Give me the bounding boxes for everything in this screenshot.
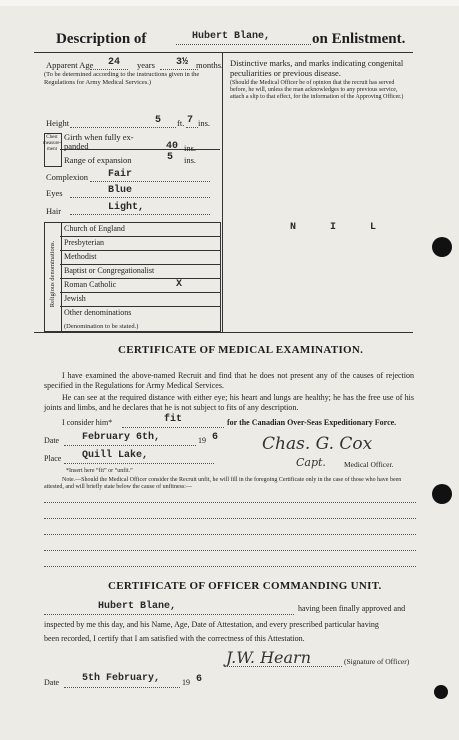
distinctive-marks-value: N I L (290, 222, 391, 233)
medical-para-2: He can see at the required distance with either eye; his heart and lungs are healthy; he has the free use of his joints and limbs, and he declares that he is not subject to fits of any description. (44, 393, 414, 412)
hair-value: Light, (108, 202, 145, 213)
heading-on-enlistment: on Enlistment. (312, 31, 406, 47)
officer-line2: inspected by me this day, and his Name, Age, Date of Attestation, and every prescribed particular having (44, 620, 379, 629)
officer-date-value: 5th February, (82, 673, 161, 684)
commanding-officer-signature: J.W. Hearn (226, 648, 311, 667)
months-label: months. (196, 60, 224, 70)
religion-row-divider (60, 250, 220, 251)
page-top-edge (0, 0, 459, 6)
hair-line (70, 214, 210, 215)
unfit-line (44, 550, 416, 551)
medical-year-suffix: 6 (212, 432, 219, 443)
officer-date-line (64, 687, 180, 688)
girth-value: 40 (166, 141, 179, 152)
religion-row-divider (60, 292, 220, 293)
height-ft-line (70, 127, 176, 128)
medical-place-line (64, 463, 214, 464)
punch-hole (434, 685, 448, 699)
medical-certificate-title: CERTIFICATE OF MEDICAL EXAMINATION. (118, 344, 364, 356)
complexion-line (90, 181, 210, 182)
religion-mark: X (176, 279, 183, 290)
hair-label: Hair (46, 206, 62, 216)
punch-hole (432, 484, 452, 504)
medical-officer-signature: Chas. G. Cox (262, 434, 373, 454)
consider-label: I consider him* (62, 418, 113, 427)
apparent-age-label: Apparent Age (46, 60, 94, 70)
unfit-line (44, 518, 416, 519)
medical-year-prefix: 19 (198, 436, 206, 445)
girth-unit: ins. (184, 143, 197, 153)
distinctive-marks-note: (Should the Medical Officer be of opinion that the recruit has served before, he will, unless the man acknowledges to any previous service, attach a slip to that effect, for the information of the Approving Officer.) (230, 80, 404, 100)
girth-label: Girth when fully ex-panded (64, 132, 134, 151)
religion-row-divider (60, 278, 220, 279)
height-ft-value: 5 (155, 115, 162, 126)
medical-date-label: Date (44, 436, 60, 445)
height-ft-label: ft. (177, 118, 185, 128)
medical-place-value: Quill Lake, (82, 450, 149, 461)
complexion-value: Fair (108, 169, 133, 180)
religion-label: Church of England (64, 224, 125, 233)
medical-officer-label: Medical Officer. (344, 460, 394, 469)
religion-row-divider (60, 264, 220, 265)
medical-place-label: Place (44, 454, 62, 463)
eyes-value: Blue (108, 185, 133, 196)
religion-label: Roman Catholic (64, 280, 117, 289)
frame-bottom (34, 332, 413, 333)
height-label: Height (46, 118, 70, 128)
frame-divider (222, 52, 223, 332)
height-ins-value: 7 (187, 115, 194, 126)
height-ins-label: ins. (198, 118, 211, 128)
unfit-line (44, 566, 416, 567)
medical-para-1: I have examined the above-named Recruit and find that he does not present any of the causes of rejection specified in the Regulations for Army Medical Services. (44, 371, 414, 390)
fit-line (122, 427, 224, 428)
officer-name-line (44, 614, 294, 615)
officer-certificate-title: CERTIFICATE OF OFFICER COMMANDING UNIT. (108, 580, 382, 592)
eyes-line (70, 197, 210, 198)
medical-date-value: February 6th, (82, 432, 161, 443)
height-ins-line (186, 127, 198, 128)
chest-side-label: Chest measure-ment (42, 135, 62, 152)
range-unit: ins. (184, 155, 197, 165)
complexion-label: Complexion (46, 172, 89, 182)
consider-post: for the Canadian Over-Seas Expeditionary Force. (227, 418, 397, 427)
unfit-line (44, 534, 416, 535)
officer-year-suffix: 6 (196, 674, 203, 685)
religion-label: Jewish (64, 294, 86, 303)
officer-line1-post: having been finally approved and (298, 604, 406, 613)
name-line (176, 44, 311, 45)
frame-top (34, 52, 413, 53)
insert-note: *Insert here “fit” or “unfit.” (66, 468, 133, 474)
range-label: Range of expansion (64, 155, 132, 165)
religion-label: Baptist or Congregationalist (64, 266, 155, 275)
age-note: (To be determined according to the instructions given in the Regulations for Army Medical Services.) (44, 71, 200, 86)
recruit-name: Hubert Blane, (192, 31, 271, 42)
medical-footnote: Note.—Should the Medical Officer consider the Recruit unfit, he will fill in the foregoing Certificate only in the case of those who have been attested, and will briefly state below the cause of unfitness:— (44, 477, 402, 490)
months-line (160, 69, 198, 70)
officer-signature-label: (Signature of Officer) (344, 657, 410, 666)
distinctive-marks-label: Distinctive marks, and marks indicating congenital peculiarities or previous disease. (230, 58, 404, 78)
years-line (90, 69, 128, 70)
medical-date-line (64, 445, 196, 446)
unfit-line (44, 502, 416, 503)
heading-description-of: Description of (56, 31, 147, 47)
age-years-value: 24 (108, 57, 121, 68)
officer-date-label: Date (44, 678, 60, 687)
years-label: years (137, 60, 155, 70)
religion-side-label: Religious denominations. (49, 240, 56, 308)
officer-signature-line (224, 666, 342, 667)
medical-officer-rank: Capt. (296, 456, 326, 469)
other-denomination-note: (Denomination to be stated.) (64, 323, 139, 330)
religion-label: Presbyterian (64, 238, 104, 247)
eyes-label: Eyes (46, 188, 63, 198)
religion-row-divider (60, 236, 220, 237)
religion-row-divider (60, 306, 220, 307)
age-months-value: 3½ (176, 57, 189, 68)
range-value: 5 (167, 152, 174, 163)
officer-line3: been recorded, I certify that I am satisfied with the correctness of this Attestation. (44, 634, 305, 643)
religion-label: Other denominations (64, 308, 132, 317)
officer-year-prefix: 19 (182, 678, 190, 687)
officer-recruit-name: Hubert Blane, (98, 601, 177, 612)
religion-label: Methodist (64, 252, 97, 261)
fit-value: fit (164, 414, 183, 425)
punch-hole (432, 237, 452, 257)
